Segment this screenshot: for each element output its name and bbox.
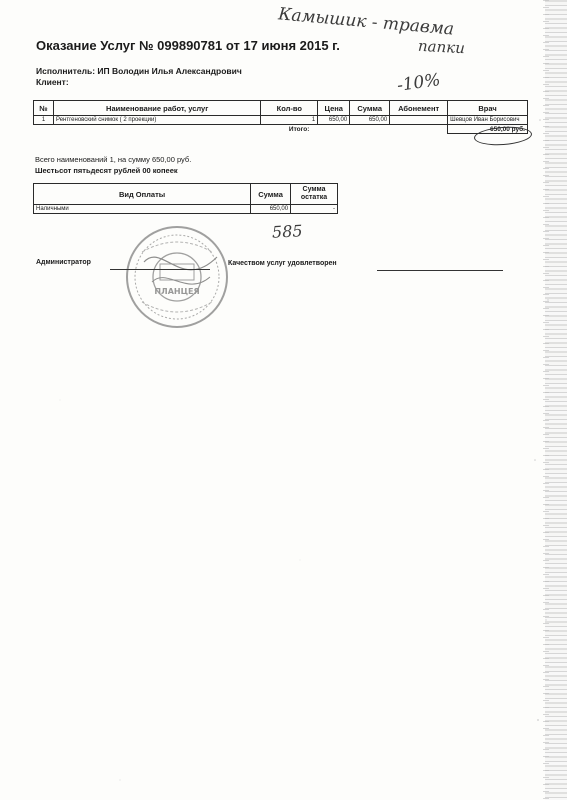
table-row: [34, 205, 338, 214]
scan-edge-noise-lines: [543, 0, 549, 800]
summary-words-line: Шестьсот пятьдесят рублей 00 копеек: [35, 166, 178, 175]
col-header-qty: Кол-во: [261, 101, 318, 116]
col-header-num: №: [34, 101, 54, 116]
cell-name: Рентгеновский снимок ( 2 проекции): [53, 116, 260, 125]
col-header-subscription: Абонемент: [390, 101, 448, 116]
handwritten-note-line1: Камышик - травма: [277, 4, 455, 40]
cell-payment-type: Наличными: [34, 205, 251, 214]
col-header-payment-sum: Сумма: [251, 184, 291, 205]
services-header-row: [34, 101, 528, 116]
round-stamp-icon: [122, 222, 232, 332]
table-row: [34, 116, 528, 125]
summary-total-line: Всего наименований 1, на сумму 650,00 руб.: [35, 155, 192, 164]
total-value: 650,00 руб.: [448, 125, 528, 134]
col-header-payment-remainder: Сумма остатка: [291, 184, 338, 205]
admin-signature-line: [110, 269, 210, 270]
cell-qty: 1: [261, 116, 318, 125]
handwritten-amount: 585: [271, 221, 304, 242]
col-header-doctor: Врач: [448, 101, 528, 116]
total-spacer: [34, 125, 54, 134]
client-signature-line: [377, 270, 503, 271]
cell-doctor: Шевцов Иван Борисович: [448, 116, 528, 125]
cell-price: 650,00: [318, 116, 350, 125]
document-title: Оказание Услуг № 099890781 от 17 июня 2015 г.: [36, 38, 340, 53]
col-header-price: Цена: [318, 101, 350, 116]
col-header-payment-type: Вид Оплаты: [34, 184, 251, 205]
executor-line: Исполнитель: ИП Володин Илья Александрович: [36, 66, 242, 76]
cell-subscription: [390, 116, 448, 125]
total-spacer: [53, 125, 260, 134]
admin-label: Администратор: [36, 259, 91, 266]
col-header-name: Наименование работ, услуг: [53, 101, 260, 116]
total-label: Итого:: [288, 125, 310, 133]
cell-sum: 650,00: [350, 116, 390, 125]
cell-num: 1: [34, 116, 54, 125]
col-header-sum: Сумма: [350, 101, 390, 116]
cell-payment-sum: 650,00: [251, 205, 291, 214]
stamp-text: ПЛАНЦЕЯ: [154, 287, 200, 296]
total-row: [34, 125, 528, 134]
cell-payment-remainder: -: [291, 205, 338, 214]
services-table: [33, 100, 528, 134]
client-label: Клиент:: [36, 77, 69, 87]
handwritten-note-line2: папки: [417, 36, 466, 58]
quality-label: Качеством услуг удовлетворен: [228, 260, 337, 267]
total-spacer: [390, 125, 448, 134]
payment-header-row: [34, 184, 338, 205]
handwritten-discount: -10%: [395, 70, 442, 96]
payment-table: [33, 183, 338, 214]
